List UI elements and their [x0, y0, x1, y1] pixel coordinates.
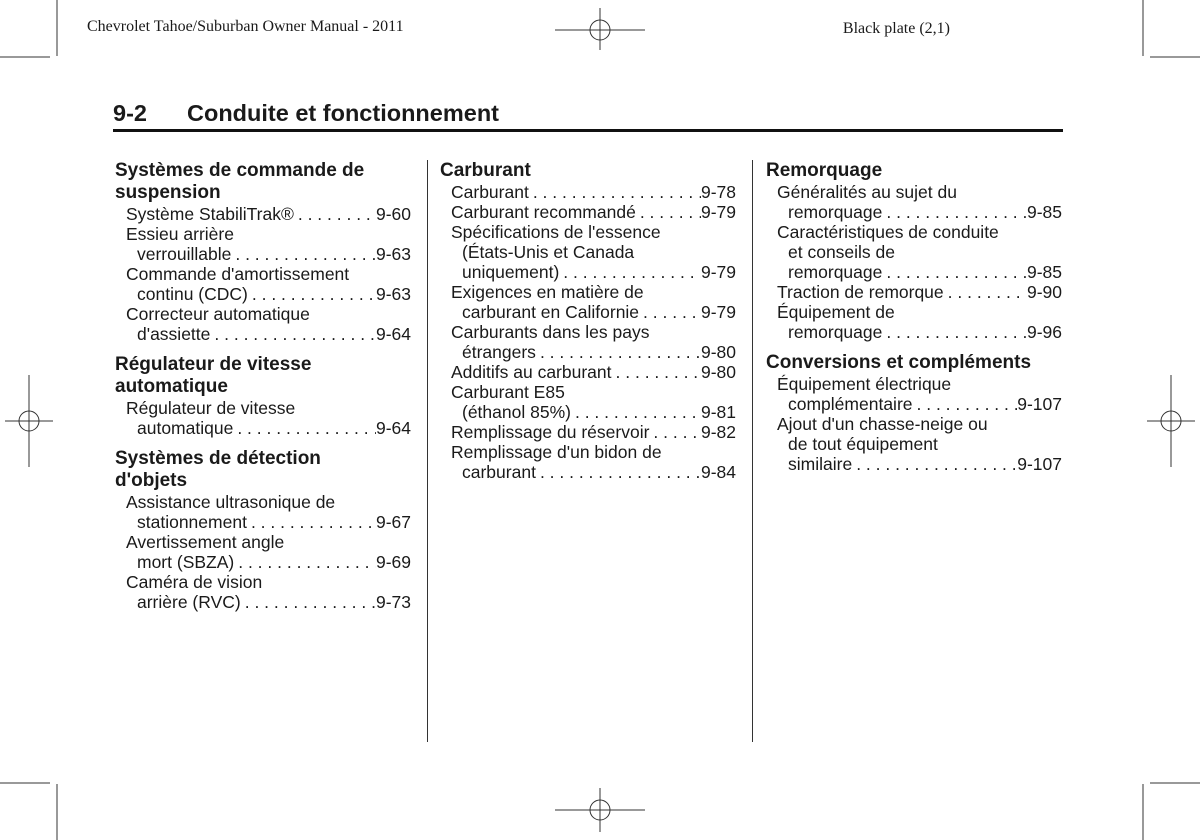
toc-column-3 — [766, 160, 1062, 474]
page-ref[interactable]: 9-107 — [1017, 394, 1062, 414]
page-ref[interactable]: 9-69 — [375, 552, 411, 572]
toc-entry-text: carburant en Californie — [462, 302, 640, 322]
dot-leader — [536, 342, 701, 362]
toc-entry[interactable] — [440, 362, 736, 382]
page-ref[interactable]: 9-64 — [375, 324, 411, 344]
toc-entry[interactable] — [115, 398, 411, 438]
section-heading: Systèmes de détection — [115, 448, 321, 469]
page-ref[interactable]: 9-85 — [1026, 202, 1062, 222]
registration-mark-bottom — [555, 788, 645, 832]
toc-entry-row — [440, 262, 736, 282]
toc-entry[interactable] — [440, 222, 736, 282]
dot-leader — [882, 262, 1027, 282]
toc-entry-line: Exigences en matière de — [451, 282, 644, 302]
toc-entry-text: Additifs au carburant — [451, 362, 612, 382]
section-heading: automatique — [115, 376, 228, 397]
dot-leader — [559, 262, 701, 282]
toc-entry-text: Carburant recommandé — [451, 202, 636, 222]
page-ref[interactable]: 9-79 — [700, 262, 736, 282]
page-ref[interactable]: 9-80 — [700, 362, 736, 382]
registration-mark-left — [5, 375, 53, 467]
toc-entry-text: verrouillable — [137, 244, 232, 264]
dot-leader — [234, 552, 376, 572]
toc-entry-row — [440, 362, 736, 382]
section-heading: Conversions et compléments — [766, 352, 1032, 373]
toc-entry-line: et conseils de — [788, 242, 896, 262]
section-heading: Systèmes de commande de — [115, 160, 365, 181]
toc-entry-row — [115, 512, 411, 532]
toc-entry-line: Correcteur automatique — [126, 304, 310, 324]
toc-entry-text: similaire — [788, 454, 853, 474]
toc-entry-text: remorquage — [788, 202, 883, 222]
toc-column-2 — [440, 160, 736, 482]
toc-entry-row — [115, 324, 411, 344]
toc-entry-text: stationnement — [137, 512, 247, 532]
toc-entry-row — [115, 284, 411, 304]
toc-entry[interactable] — [115, 204, 411, 224]
toc-entry-line: Ajout d'un chasse-neige ou — [777, 414, 988, 434]
toc-entry-row — [115, 592, 411, 612]
toc-entry[interactable] — [766, 182, 1062, 222]
toc-entry[interactable] — [766, 414, 1062, 474]
registration-mark-top — [555, 8, 645, 50]
toc-entry[interactable] — [440, 382, 736, 422]
toc-entry-row — [115, 204, 411, 224]
section-heading: suspension — [115, 182, 221, 203]
page-ref[interactable]: 9-80 — [700, 342, 736, 362]
toc-entry-text: Traction de remorque — [777, 282, 944, 302]
section-heading: d'objets — [115, 470, 188, 491]
dot-leader — [571, 402, 701, 422]
toc-entry-line: Carburants dans les pays — [451, 322, 650, 342]
dot-leader — [210, 324, 376, 344]
toc-entry-line: Remplissage d'un bidon de — [451, 442, 662, 462]
toc-entry-text: uniquement) — [462, 262, 560, 282]
registration-mark-right — [1147, 375, 1195, 467]
toc-entry[interactable] — [115, 532, 411, 572]
toc-entry-text: complémentaire — [788, 394, 913, 414]
title-rule — [113, 129, 1063, 132]
toc-entry[interactable] — [766, 282, 1062, 302]
toc-entry[interactable] — [115, 572, 411, 612]
toc-entry[interactable] — [766, 222, 1062, 282]
dot-leader — [639, 302, 701, 322]
toc-entry-row — [766, 394, 1062, 414]
page-ref[interactable]: 9-96 — [1026, 322, 1062, 342]
dot-leader — [944, 282, 1027, 302]
toc-entry-line: de tout équipement — [788, 434, 938, 454]
toc-entry-text: (éthanol 85%) — [462, 402, 571, 422]
toc-entry-text: continu (CDC) — [137, 284, 248, 304]
toc-entry[interactable] — [440, 282, 736, 322]
toc-entry-text: d'assiette — [137, 324, 211, 344]
toc-entry-row — [115, 418, 411, 438]
toc-entry-line: Carburant E85 — [451, 382, 565, 402]
section-heading: Carburant — [440, 160, 531, 181]
page-ref[interactable]: 9-79 — [700, 302, 736, 322]
toc-entry-line: Assistance ultrasonique de — [126, 492, 336, 512]
toc-entry-row — [115, 552, 411, 572]
toc-entry-line: Régulateur de vitesse — [126, 398, 296, 418]
toc-entry-row — [440, 402, 736, 422]
toc-entry-line: Équipement électrique — [777, 374, 952, 394]
page-ref[interactable]: 9-82 — [700, 422, 736, 442]
toc-entry-row — [440, 462, 736, 482]
toc-entry[interactable] — [440, 422, 736, 442]
page-title — [113, 100, 1063, 127]
toc-entry-row — [766, 454, 1062, 474]
toc-entry[interactable] — [440, 182, 736, 202]
dot-leader — [882, 202, 1027, 222]
column-divider — [752, 160, 753, 742]
toc-entry-line: Équipement de — [777, 302, 895, 322]
dot-leader — [913, 394, 1018, 414]
toc-entry[interactable] — [766, 374, 1062, 414]
dot-leader — [649, 422, 701, 442]
toc-entry-row — [766, 322, 1062, 342]
toc-entry[interactable] — [115, 304, 411, 344]
column-divider — [427, 160, 428, 742]
dot-leader — [248, 284, 376, 304]
toc-entry-line: Essieu arrière — [126, 224, 234, 244]
toc-entry-text: arrière (RVC) — [137, 592, 241, 612]
page-ref[interactable]: 9-90 — [1026, 282, 1062, 302]
dot-leader — [536, 462, 701, 482]
toc-column-1 — [115, 160, 411, 612]
page-ref[interactable]: 9-67 — [375, 512, 411, 532]
toc-entry-row — [766, 282, 1062, 302]
toc-entry[interactable] — [440, 442, 736, 482]
dot-leader — [241, 592, 376, 612]
page-number: 9-2 — [113, 100, 147, 126]
page-ref[interactable]: 9-63 — [375, 284, 411, 304]
toc-entry-text: remorquage — [788, 322, 883, 342]
toc-entry-row — [440, 182, 736, 202]
toc-entry-row — [440, 422, 736, 442]
page-ref[interactable]: 9-85 — [1026, 262, 1062, 282]
chapter-title: Conduite et fonctionnement — [187, 100, 500, 126]
toc-entry-line: Caméra de vision — [126, 572, 263, 592]
toc-entry[interactable] — [440, 322, 736, 362]
toc-entry-row — [766, 262, 1062, 282]
toc-entry-text: carburant — [462, 462, 536, 482]
dot-leader — [231, 244, 376, 264]
toc-entry-line: Caractéristiques de conduite — [777, 222, 999, 242]
toc-entry-line: Spécifications de l'essence — [451, 222, 661, 242]
toc-entry-text: Carburant — [451, 182, 529, 202]
page-ref[interactable]: 9-64 — [375, 418, 411, 438]
toc-entry-row — [440, 302, 736, 322]
toc-entry-row — [440, 202, 736, 222]
page-ref[interactable]: 9-78 — [700, 182, 736, 202]
dot-leader — [852, 454, 1017, 474]
toc-entry-text: étrangers — [462, 342, 536, 362]
dot-leader — [529, 182, 701, 202]
toc-entry-line: Avertissement angle — [126, 532, 285, 552]
toc-entry-text: Système StabiliTrak® — [126, 204, 294, 224]
page-ref[interactable]: 9-60 — [375, 204, 411, 224]
page-ref[interactable]: 9-81 — [700, 402, 736, 422]
toc-entry-row — [766, 202, 1062, 222]
dot-leader — [294, 204, 376, 224]
toc-entry-line: Commande d'amortissement — [126, 264, 350, 284]
page-ref[interactable]: 9-73 — [375, 592, 411, 612]
toc-entry-text: Remplissage du réservoir — [451, 422, 650, 442]
toc-entry-line: Généralités au sujet du — [777, 182, 957, 202]
toc-entry[interactable] — [440, 202, 736, 222]
toc-entry-text: automatique — [137, 418, 234, 438]
page-ref[interactable]: 9-107 — [1017, 454, 1062, 474]
toc-entry[interactable] — [115, 224, 411, 264]
toc-entry-line: (États-Unis et Canada — [462, 242, 635, 262]
page-ref[interactable]: 9-84 — [700, 462, 736, 482]
toc-entry[interactable] — [115, 492, 411, 532]
section-heading: Remorquage — [766, 160, 883, 181]
toc-entry-row — [440, 342, 736, 362]
running-header-title: Chevrolet Tahoe/Suburban Owner Manual - 2011 — [87, 18, 404, 35]
dot-leader — [247, 512, 376, 532]
dot-leader — [882, 322, 1027, 342]
dot-leader — [233, 418, 376, 438]
toc-entry-text: remorquage — [788, 262, 883, 282]
dot-leader — [612, 362, 701, 382]
page-ref[interactable]: 9-63 — [375, 244, 411, 264]
plate-label: Black plate (2,1) — [842, 20, 950, 37]
section-heading: Régulateur de vitesse — [115, 354, 312, 375]
page-ref[interactable]: 9-79 — [700, 202, 736, 222]
toc-entry-text: mort (SBZA) — [137, 552, 235, 572]
dot-leader — [636, 202, 701, 222]
toc-entry[interactable] — [766, 302, 1062, 342]
toc-entry-row — [115, 244, 411, 264]
toc-entry[interactable] — [115, 264, 411, 304]
